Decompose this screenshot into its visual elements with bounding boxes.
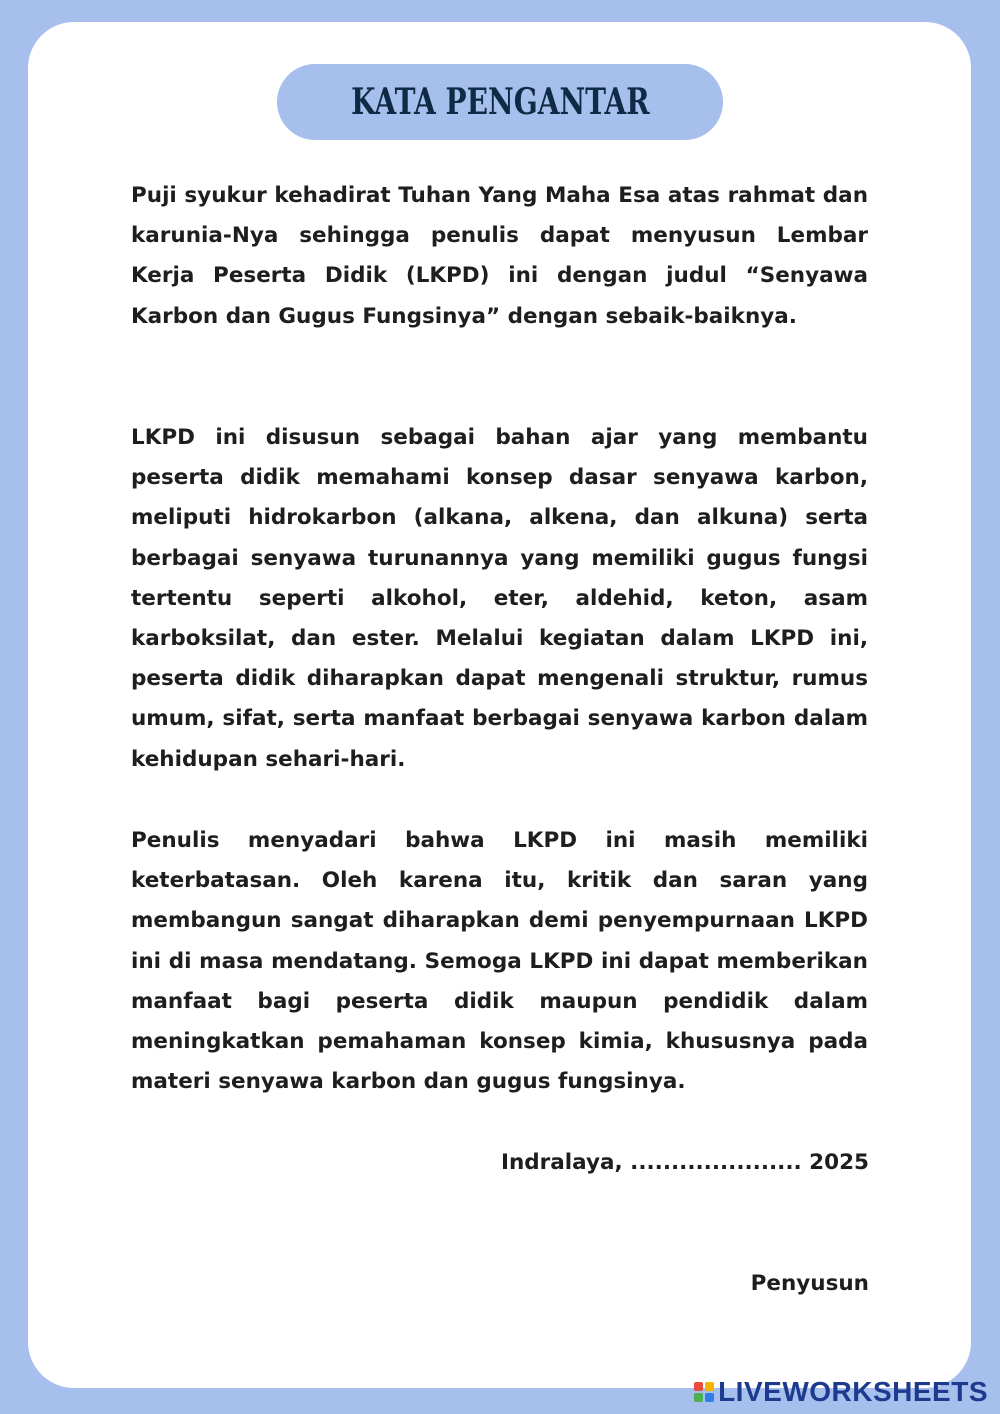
place-date: Indralaya, ..................... 2025 <box>500 1150 869 1175</box>
paragraph-3: Penulis menyadari bahwa LKPD ini masih memiliki keterbatasan. Oleh karena itu, kritik dan saran yang membangun sangat diharapkan demi penyempurnaan LKPD ini di masa mendatang. Semoga LKPD ini dapat memberikan manfaat bagi peserta didik maupun pendidik dalam meningkatkan pemahaman konsep kimia, khususnya pada materi senyawa karbon dan gugus fungsinya. <box>131 828 868 1095</box>
liveworksheets-logo-icon <box>694 1382 714 1402</box>
liveworksheets-watermark <box>694 1376 988 1408</box>
paragraph-2: LKPD ini disusun sebagai bahan ajar yang membantu peserta didik memahami konsep dasar senyawa karbon, meliputi hidrokarbon (alkana, alkena, dan alkuna) serta berbagai senyawa turunannya yang memiliki gugus fungsi tertentu seperti alkohol, eter, aldehid, keton, asam karboksilat, dan ester. Melalui kegiatan dalam LKPD ini, peserta didik diharapkan dapat mengenali struktur, rumus umum, sifat, serta manfaat berbagai senyawa karbon dalam kehidupan sehari-hari. <box>131 425 868 772</box>
page-title: KATA PENGANTAR <box>350 81 650 123</box>
title-banner <box>277 64 723 140</box>
paragraph-1: Puji syukur kehadirat Tuhan Yang Maha Esa atas rahmat dan karunia-Nya sehingga penulis dapat menyusun Lembar Kerja Peserta Didik (LKPD) ini dengan judul “Senyawa Karbon dan Gugus Fungsinya” dengan sebaik-baiknya. <box>131 183 868 329</box>
document-page <box>28 22 971 1388</box>
author-signature: Penyusun <box>750 1271 869 1296</box>
watermark-text: LIVEWORKSHEETS <box>718 1376 988 1407</box>
